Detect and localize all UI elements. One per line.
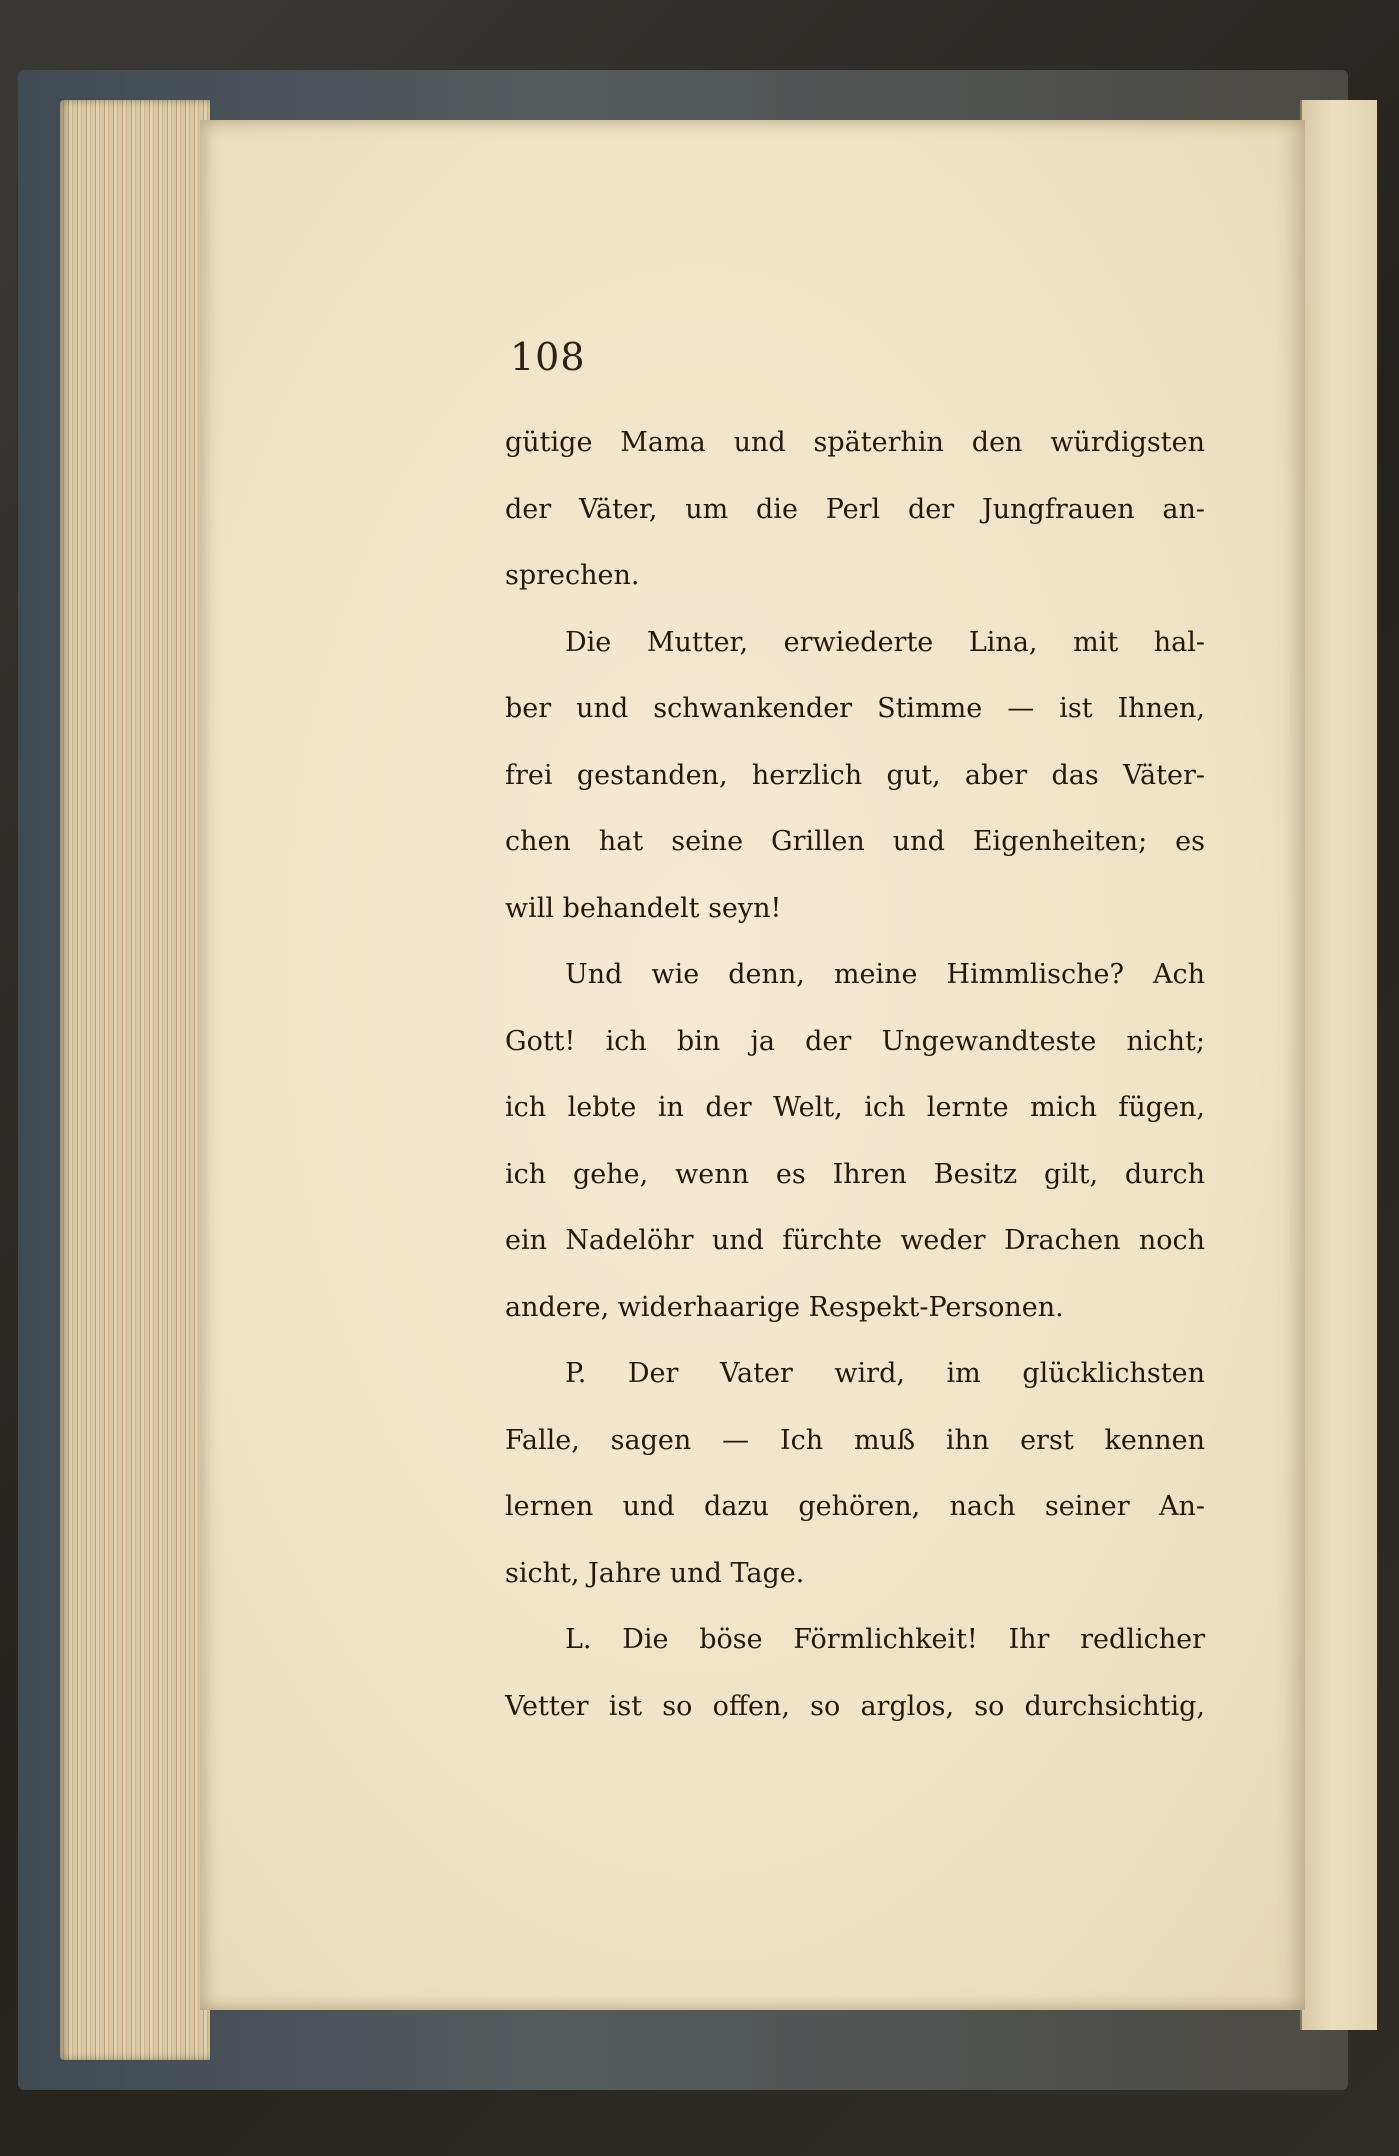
text-line: frei gestanden, herzlich gut, aber das Väter- [505,759,1205,791]
text-line: P. Der Vater wird, im glücklichsten [565,1358,1205,1389]
text-line: sicht, Jahre und Tage. [505,1557,805,1589]
text-line: andere, widerhaarige Respekt-Personen. [505,1291,1064,1323]
text-line: ein Nadelöhr und fürchte weder Drachen noch [505,1225,1205,1256]
text-line: der Väter, um die Perl der Jungfrauen an- [505,493,1205,525]
text-line: Und wie denn, meine Himmlische? Ach [565,959,1205,990]
text-line: Falle, sagen — Ich muß ihn erst kennen [505,1424,1205,1456]
text-line: will behandelt seyn! [505,892,782,924]
text-line: Gott! ich bin ja der Ungewandteste nicht; [505,1025,1205,1057]
text-line: gütige Mama und späterhin den würdigsten [505,427,1205,458]
page-edges [60,100,210,2060]
text-line: chen hat seine Grillen und Eigenheiten; es [505,826,1205,857]
text-line: L. Die böse Förmlichkeit! Ihr redlicher [565,1624,1205,1655]
body-text [505,410,1205,1740]
text-line: ich gehe, wenn es Ihren Besitz gilt, durch [505,1158,1205,1190]
text-line: lernen und dazu gehören, nach seiner An- [505,1491,1205,1522]
text-line: ich lebte in der Welt, ich lernte mich fügen, [505,1092,1205,1123]
text-line: Vetter ist so offen, so arglos, so durchsichtig, [505,1690,1205,1722]
text-line: Die Mutter, erwiederte Lina, mit hal- [565,626,1205,658]
text-line: sprechen. [505,560,640,591]
page-number: 108 [510,335,586,379]
facing-page-edge [1300,100,1377,2030]
text-line: ber und schwankender Stimme — ist Ihnen, [505,693,1205,724]
